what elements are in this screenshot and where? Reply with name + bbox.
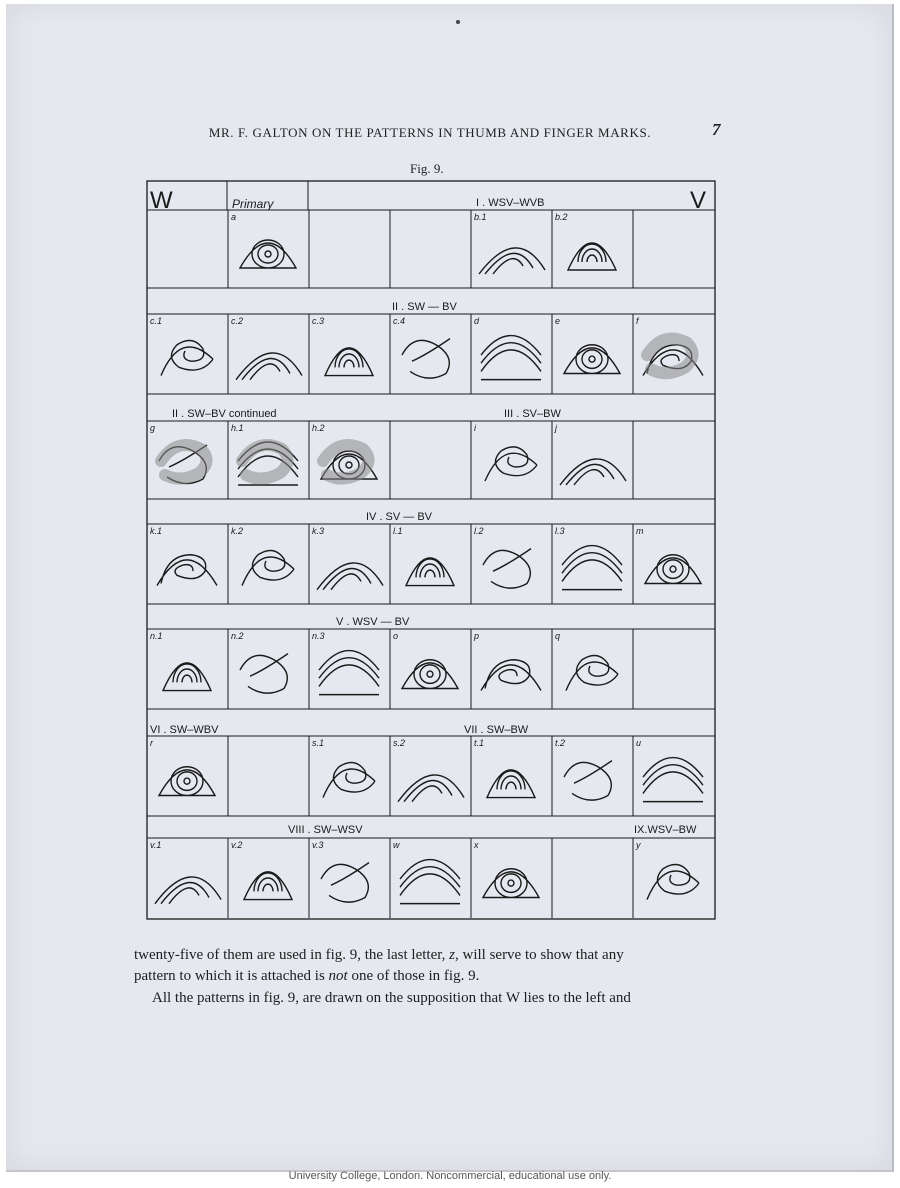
ridge-pattern bbox=[647, 864, 699, 899]
pattern-cell bbox=[555, 738, 612, 800]
ridge-pattern bbox=[643, 758, 703, 802]
pattern-cell-label: v.2 bbox=[231, 840, 243, 850]
section-title-iv: IV . SV — BV bbox=[366, 511, 433, 523]
ridge-pattern bbox=[483, 869, 539, 898]
pattern-cell bbox=[393, 840, 460, 904]
pattern-cell-label: i bbox=[474, 423, 476, 433]
pattern-cell-label: v.3 bbox=[312, 840, 324, 850]
pattern-cell bbox=[312, 631, 379, 695]
pattern-cell bbox=[150, 840, 221, 904]
ridge-pattern bbox=[236, 353, 302, 380]
pattern-cell-label: b.2 bbox=[555, 212, 568, 222]
section-title-i: I . WSV–WVB bbox=[476, 197, 545, 209]
pattern-cell-label: l.1 bbox=[393, 526, 403, 536]
pattern-cell-label: v.1 bbox=[150, 840, 162, 850]
section-title-iii: III . SV–BW bbox=[504, 408, 561, 420]
pattern-cell-label: l.2 bbox=[474, 526, 484, 536]
pattern-cell-label: n.3 bbox=[312, 631, 325, 641]
primary-label: Primary bbox=[232, 197, 274, 211]
pattern-cell bbox=[635, 840, 699, 900]
pattern-cell-label: t.1 bbox=[474, 738, 485, 748]
pattern-cell-label: s.1 bbox=[312, 738, 325, 748]
pattern-cell bbox=[231, 212, 296, 268]
pattern-cell bbox=[473, 631, 541, 691]
ridge-pattern bbox=[155, 877, 221, 904]
shaded-ridge bbox=[323, 445, 369, 479]
pattern-cell-label: y bbox=[636, 840, 641, 850]
pattern-cell-label: c.2 bbox=[231, 316, 244, 326]
body-line-2 bbox=[134, 966, 728, 987]
pattern-cell bbox=[231, 423, 298, 485]
pattern-cell-label: s.2 bbox=[393, 738, 406, 748]
ridge-pattern bbox=[321, 863, 369, 903]
pattern-cell-label: t.2 bbox=[555, 738, 566, 748]
pattern-cell-label: k.3 bbox=[312, 526, 325, 536]
pattern-cell bbox=[393, 316, 450, 378]
pattern-cell bbox=[393, 526, 454, 586]
pattern-cell-label: g bbox=[150, 423, 156, 433]
shaded-ridge bbox=[161, 445, 207, 479]
pattern-cell bbox=[231, 526, 294, 586]
pattern-cell-label: h.1 bbox=[231, 423, 244, 433]
pattern-cell bbox=[636, 526, 701, 583]
pattern-cell-label: d bbox=[474, 316, 480, 326]
ridge-pattern bbox=[564, 761, 612, 801]
body-line-3: All the patterns in fig. 9, are drawn on the supposition that W lies to the left and bbox=[152, 990, 631, 1006]
pattern-cell-label: e bbox=[555, 316, 561, 326]
ridge-pattern bbox=[566, 655, 618, 690]
pattern-cell bbox=[474, 212, 545, 274]
ridge-pattern bbox=[400, 860, 460, 904]
section-title-ii: II . SW — BV bbox=[392, 301, 457, 313]
section-title-vi: VI . SW–WBV bbox=[150, 724, 219, 736]
ridge-pattern bbox=[560, 459, 626, 485]
pattern-cell bbox=[150, 423, 207, 484]
pattern-cell-label: p bbox=[474, 631, 480, 641]
body-text-span: pattern to which it is attached is bbox=[134, 968, 329, 984]
pattern-cell-label: c.3 bbox=[312, 316, 325, 326]
pattern-cell bbox=[150, 631, 211, 691]
pattern-cell bbox=[474, 526, 531, 588]
ridge-pattern bbox=[323, 762, 375, 797]
body-text-span: one of those in fig. 9. bbox=[347, 968, 480, 984]
pattern-cell-label: k.2 bbox=[231, 526, 244, 536]
pattern-cell bbox=[555, 631, 618, 691]
pattern-cell bbox=[636, 738, 703, 802]
pattern-cells bbox=[150, 212, 703, 904]
body-italic-letter: z bbox=[449, 947, 455, 963]
ridge-pattern bbox=[319, 651, 379, 695]
pattern-cell-label: u bbox=[636, 738, 642, 748]
ridge-pattern bbox=[479, 248, 545, 274]
pattern-cell-label: a bbox=[231, 212, 237, 222]
ridge-pattern bbox=[645, 555, 701, 584]
pattern-cell-label: q bbox=[555, 631, 561, 641]
pattern-cell bbox=[150, 316, 213, 376]
ridge-pattern bbox=[159, 767, 215, 796]
pattern-cell bbox=[231, 316, 302, 380]
ridge-pattern bbox=[487, 770, 535, 798]
pattern-cell bbox=[150, 526, 217, 586]
pattern-cell bbox=[150, 738, 215, 795]
pattern-cell bbox=[312, 423, 377, 479]
ridge-pattern bbox=[317, 563, 383, 590]
pattern-cell-label: x bbox=[474, 840, 479, 850]
section-title-viii: VIII . SW–WSV bbox=[288, 824, 363, 836]
pattern-cell bbox=[474, 316, 541, 380]
body-text-span: twenty-five of them are used in fig. 9, the last letter, bbox=[134, 947, 450, 963]
pattern-cell bbox=[554, 423, 626, 485]
ridge-pattern bbox=[406, 558, 454, 586]
ridge-pattern bbox=[568, 243, 616, 270]
pattern-cell bbox=[474, 423, 537, 481]
plate-labels bbox=[150, 187, 706, 836]
pattern-cell bbox=[393, 738, 464, 802]
pattern-cell-label: b.1 bbox=[474, 212, 487, 222]
pattern-cell-label: n.2 bbox=[231, 631, 244, 641]
pattern-cell-label: l.3 bbox=[555, 526, 565, 536]
ridge-pattern bbox=[564, 345, 620, 374]
pattern-cell-label: m bbox=[636, 526, 644, 536]
pattern-cell bbox=[231, 840, 292, 900]
archive-footer: University College, London. Noncommercial, educational use only. bbox=[288, 1170, 612, 1182]
pattern-cell-label: o bbox=[393, 631, 399, 641]
ridge-pattern bbox=[481, 660, 541, 691]
body-text-span: , will serve to show that any bbox=[454, 947, 624, 963]
figure-caption: Fig. 9. bbox=[410, 161, 444, 176]
ridge-pattern bbox=[402, 339, 450, 379]
ridge-pattern bbox=[240, 654, 288, 694]
pattern-cell bbox=[231, 631, 288, 693]
pattern-cell bbox=[393, 631, 458, 688]
pattern-cell bbox=[555, 526, 622, 590]
ridge-pattern bbox=[240, 240, 296, 268]
running-title: MR. F. GALTON ON THE PATTERNS IN THUMB AND FINGER MARKS. bbox=[208, 125, 652, 140]
fingerprint-pattern-plate bbox=[146, 180, 716, 922]
ink-speck bbox=[456, 20, 460, 24]
pattern-cell-label: w bbox=[393, 840, 400, 850]
body-italic-word: not bbox=[328, 968, 348, 984]
pattern-cell bbox=[636, 316, 703, 376]
pattern-cell-label: r bbox=[150, 738, 153, 748]
ridge-pattern bbox=[483, 549, 531, 589]
pattern-cell bbox=[555, 316, 620, 373]
shaded-ridge bbox=[242, 445, 288, 479]
pattern-cell bbox=[312, 840, 369, 902]
pattern-cell-label: f bbox=[636, 316, 639, 326]
pattern-cell-label: c.1 bbox=[150, 316, 163, 326]
ridge-pattern bbox=[325, 348, 373, 376]
ridge-pattern bbox=[163, 663, 211, 691]
plate-border bbox=[147, 181, 715, 919]
pattern-cell bbox=[474, 738, 535, 798]
corner-label-w: W bbox=[150, 187, 173, 214]
ridge-pattern bbox=[244, 872, 292, 900]
pattern-cell-label: k.1 bbox=[150, 526, 163, 536]
section-title-ix: IX.WSV–BW bbox=[634, 824, 697, 836]
ridge-pattern bbox=[485, 447, 537, 481]
ridge-pattern bbox=[242, 550, 294, 585]
body-line-1 bbox=[134, 945, 728, 966]
pattern-cell-label: n.1 bbox=[150, 631, 163, 641]
pattern-cell bbox=[312, 316, 373, 376]
ridge-pattern bbox=[398, 775, 464, 802]
ridge-pattern bbox=[481, 336, 541, 380]
pattern-cell-label: c.4 bbox=[393, 316, 406, 326]
page-number: 7 bbox=[712, 120, 721, 139]
section-title-vii: VII . SW–BW bbox=[464, 724, 529, 736]
pattern-cell-label: h.2 bbox=[312, 423, 325, 433]
pattern-cell-label: j bbox=[555, 423, 557, 433]
pattern-cell bbox=[555, 212, 616, 270]
pattern-cell bbox=[312, 738, 375, 798]
pattern-cell bbox=[312, 526, 383, 590]
pattern-cell bbox=[473, 840, 539, 897]
ridge-pattern bbox=[157, 555, 217, 586]
corner-label-v: V bbox=[690, 187, 707, 214]
ridge-pattern bbox=[402, 660, 458, 689]
plate-grid bbox=[147, 181, 715, 919]
ridge-pattern bbox=[161, 340, 213, 375]
ridge-pattern bbox=[562, 546, 622, 590]
section-title-v: V . WSV — BV bbox=[336, 616, 410, 628]
section-title-ii-continued: II . SW–BV continued bbox=[172, 408, 277, 420]
